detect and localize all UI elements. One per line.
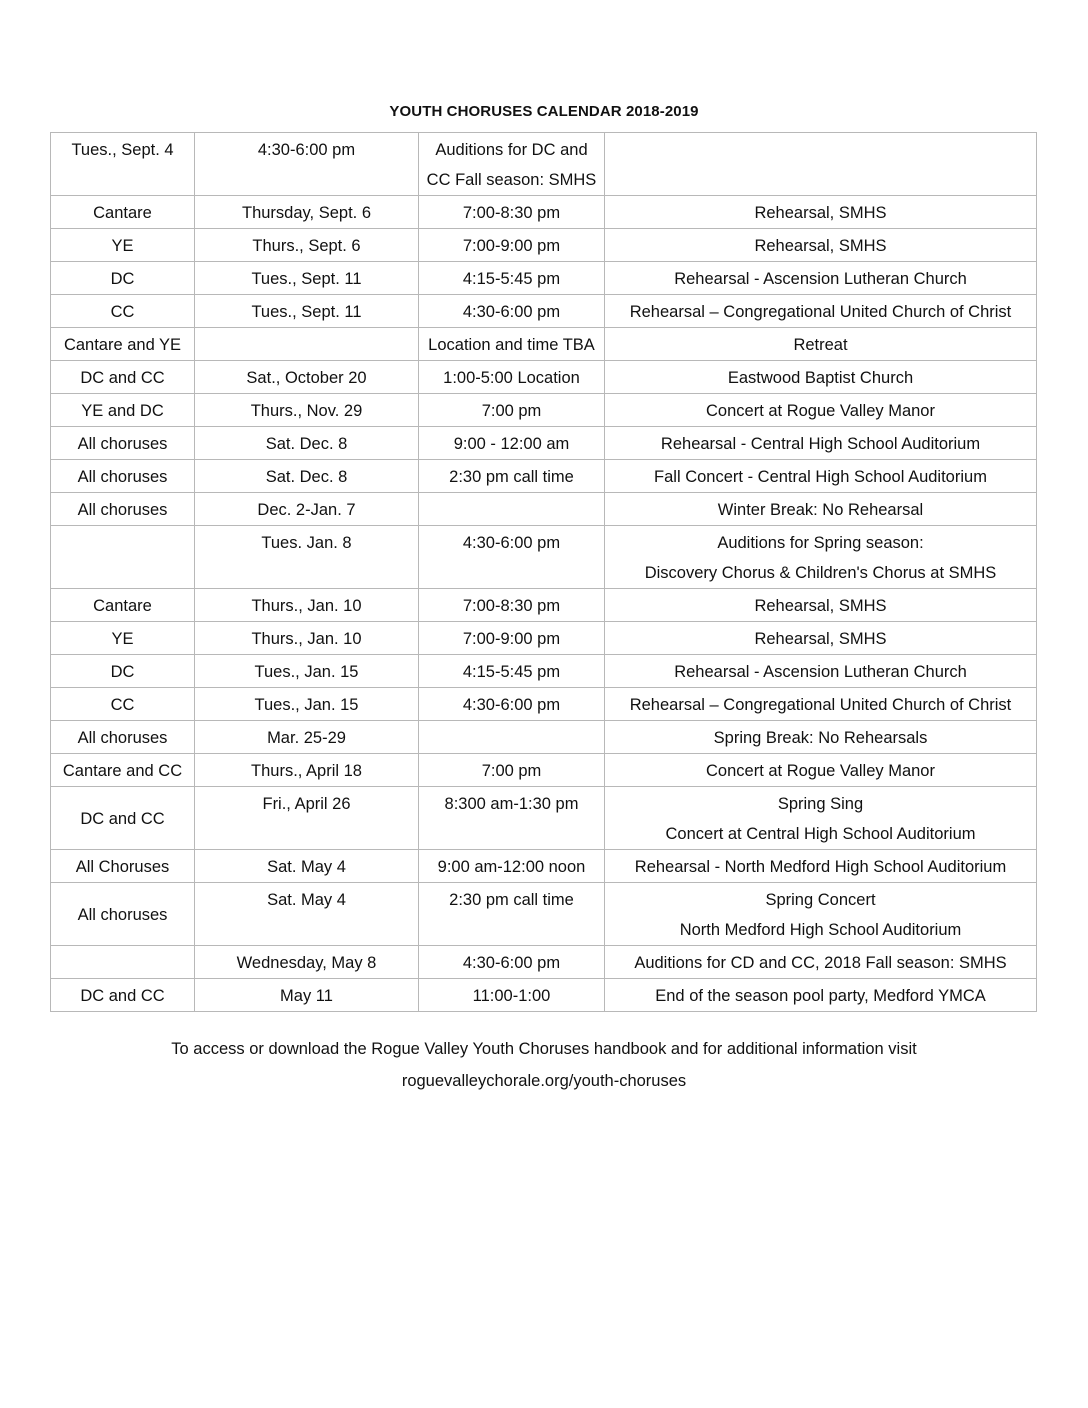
event-cell	[605, 787, 1037, 850]
calendar-row	[51, 133, 1037, 196]
calendar-row	[51, 229, 1037, 262]
chorus-cell: Cantare and YE	[51, 328, 195, 361]
time-cell-line: 7:00-8:30 pm	[462, 204, 561, 222]
date-cell: Dec. 2-Jan. 7	[195, 493, 419, 526]
event-cell-line: Rehearsal, SMHS	[754, 237, 887, 255]
calendar-row	[51, 721, 1037, 754]
time-cell	[419, 196, 605, 229]
time-cell	[419, 721, 605, 754]
date-cell: May 11	[195, 979, 419, 1012]
event-cell	[605, 262, 1037, 295]
time-cell	[419, 229, 605, 262]
chorus-cell: All choruses	[51, 721, 195, 754]
event-cell	[605, 394, 1037, 427]
time-cell	[419, 460, 605, 493]
calendar-table	[50, 132, 1037, 1012]
event-cell	[605, 721, 1037, 754]
calendar-row	[51, 883, 1037, 946]
chorus-cell	[51, 526, 195, 589]
time-cell	[419, 394, 605, 427]
time-cell	[419, 850, 605, 883]
date-cell: Thurs., Nov. 29	[195, 394, 419, 427]
time-cell-line: 9:00 - 12:00 am	[453, 435, 570, 453]
chorus-cell: DC and CC	[51, 361, 195, 394]
time-cell	[419, 328, 605, 361]
event-cell-line: Rehearsal – Congregational United Church of Christ	[629, 696, 1012, 714]
date-cell: 4:30-6:00 pm	[195, 133, 419, 196]
chorus-cell: YE	[51, 622, 195, 655]
event-cell-line: Rehearsal - Central High School Auditorium	[660, 435, 981, 453]
date-cell: Sat. Dec. 8	[195, 427, 419, 460]
time-cell	[419, 787, 605, 850]
calendar-row	[51, 196, 1037, 229]
time-cell	[419, 979, 605, 1012]
event-cell	[605, 133, 1037, 196]
event-cell-line: Rehearsal, SMHS	[754, 204, 887, 222]
time-cell-line: 4:15-5:45 pm	[462, 270, 561, 288]
event-cell	[605, 460, 1037, 493]
calendar-row	[51, 589, 1037, 622]
date-cell: Thursday, Sept. 6	[195, 196, 419, 229]
time-cell-line: 11:00-1:00	[472, 987, 551, 1005]
time-cell-line: 4:30-6:00 pm	[462, 534, 561, 552]
footer-link[interactable]: roguevalleychorale.org/youth-choruses	[401, 1072, 687, 1090]
date-cell: Thurs., Sept. 6	[195, 229, 419, 262]
chorus-cell	[51, 946, 195, 979]
date-cell: Thurs., Jan. 10	[195, 622, 419, 655]
date-cell: Thurs., April 18	[195, 754, 419, 787]
event-cell-line: Discovery Chorus & Children's Chorus at SMHS	[644, 564, 997, 582]
calendar-row	[51, 526, 1037, 589]
time-cell-line: 7:00 pm	[481, 402, 542, 420]
time-cell	[419, 754, 605, 787]
date-cell: Mar. 25-29	[195, 721, 419, 754]
calendar-row	[51, 688, 1037, 721]
chorus-cell: All choruses	[51, 883, 195, 946]
chorus-cell: DC and CC	[51, 979, 195, 1012]
date-cell: Tues. Jan. 8	[195, 526, 419, 589]
event-cell	[605, 979, 1037, 1012]
calendar-row	[51, 493, 1037, 526]
event-cell	[605, 526, 1037, 589]
event-cell	[605, 946, 1037, 979]
event-cell	[605, 493, 1037, 526]
calendar-row	[51, 655, 1037, 688]
event-cell	[605, 295, 1037, 328]
chorus-cell: YE and DC	[51, 394, 195, 427]
calendar-row	[51, 394, 1037, 427]
date-cell: Sat. Dec. 8	[195, 460, 419, 493]
time-cell	[419, 883, 605, 946]
chorus-cell: YE	[51, 229, 195, 262]
event-cell	[605, 655, 1037, 688]
time-cell	[419, 133, 605, 196]
time-cell-line: 4:15-5:45 pm	[462, 663, 561, 681]
time-cell-line: 8:300 am-1:30 pm	[444, 795, 579, 813]
date-cell: Tues., Sept. 11	[195, 262, 419, 295]
date-cell: Sat. May 4	[195, 883, 419, 946]
event-cell	[605, 850, 1037, 883]
date-cell: Thurs., Jan. 10	[195, 589, 419, 622]
calendar-row	[51, 850, 1037, 883]
time-cell-line: 4:30-6:00 pm	[462, 954, 561, 972]
time-cell-line: 1:00-5:00 Location	[443, 369, 580, 387]
time-cell	[419, 526, 605, 589]
chorus-cell: DC	[51, 262, 195, 295]
date-cell: Fri., April 26	[195, 787, 419, 850]
date-cell: Tues., Jan. 15	[195, 688, 419, 721]
event-cell	[605, 589, 1037, 622]
time-cell-line: Auditions for DC and	[435, 141, 588, 159]
time-cell	[419, 655, 605, 688]
calendar-row	[51, 460, 1037, 493]
chorus-cell: All Choruses	[51, 850, 195, 883]
calendar-row	[51, 979, 1037, 1012]
event-cell-line: Winter Break: No Rehearsal	[717, 501, 924, 519]
chorus-cell: Cantare and CC	[51, 754, 195, 787]
event-cell-line: Spring Break: No Rehearsals	[713, 729, 928, 747]
chorus-cell: Tues., Sept. 4	[51, 133, 195, 196]
time-cell-line: 9:00 am-12:00 noon	[437, 858, 586, 876]
calendar-row	[51, 262, 1037, 295]
event-cell-line: Fall Concert - Central High School Auditorium	[654, 468, 987, 486]
date-cell: Sat. May 4	[195, 850, 419, 883]
chorus-cell: Cantare	[51, 196, 195, 229]
chorus-cell: All choruses	[51, 427, 195, 460]
calendar-row	[51, 427, 1037, 460]
event-cell-line: End of the season pool party, Medford YMCA	[655, 987, 986, 1005]
page-title: YOUTH CHORUSES CALENDAR 2018-2019	[389, 103, 699, 120]
event-cell	[605, 328, 1037, 361]
event-cell	[605, 622, 1037, 655]
event-cell-line: North Medford High School Auditorium	[679, 921, 962, 939]
time-cell-line: 2:30 pm call time	[449, 891, 574, 909]
calendar-body	[51, 133, 1037, 1012]
time-cell-line: 4:30-6:00 pm	[462, 696, 561, 714]
time-cell-line: Location and time TBA	[428, 336, 595, 354]
chorus-cell: CC	[51, 688, 195, 721]
time-cell	[419, 946, 605, 979]
calendar-row	[51, 361, 1037, 394]
event-cell-line: Spring Concert	[765, 891, 876, 909]
time-cell	[419, 688, 605, 721]
event-cell-line: Auditions for CD and CC, 2018 Fall season: SMHS	[634, 954, 1007, 972]
chorus-cell: DC and CC	[51, 787, 195, 850]
date-cell	[195, 328, 419, 361]
time-cell	[419, 589, 605, 622]
time-cell	[419, 622, 605, 655]
calendar-row	[51, 622, 1037, 655]
event-cell-line: Rehearsal, SMHS	[754, 597, 887, 615]
event-cell-line: Rehearsal - Ascension Lutheran Church	[674, 663, 967, 681]
event-cell-line: Concert at Central High School Auditorium	[665, 825, 976, 843]
event-cell	[605, 361, 1037, 394]
event-cell-line: Rehearsal - North Medford High School Auditorium	[634, 858, 1007, 876]
chorus-cell: All choruses	[51, 460, 195, 493]
time-cell-line: 7:00 pm	[481, 762, 542, 780]
chorus-cell: Cantare	[51, 589, 195, 622]
time-cell-line: 4:30-6:00 pm	[462, 303, 561, 321]
time-cell-line: 2:30 pm call time	[449, 468, 574, 486]
footer-note	[0, 1033, 1088, 1097]
date-cell: Tues., Jan. 15	[195, 655, 419, 688]
event-cell-line: Concert at Rogue Valley Manor	[706, 402, 935, 420]
event-cell	[605, 754, 1037, 787]
event-cell	[605, 688, 1037, 721]
calendar-row	[51, 754, 1037, 787]
time-cell	[419, 262, 605, 295]
chorus-cell: All choruses	[51, 493, 195, 526]
event-cell	[605, 229, 1037, 262]
event-cell-line: Eastwood Baptist Church	[727, 369, 914, 387]
calendar-row	[51, 328, 1037, 361]
event-cell-line: Concert at Rogue Valley Manor	[706, 762, 935, 780]
date-cell: Sat., October 20	[195, 361, 419, 394]
time-cell	[419, 493, 605, 526]
calendar-row	[51, 787, 1037, 850]
time-cell-line: 7:00-8:30 pm	[462, 597, 561, 615]
event-cell	[605, 196, 1037, 229]
chorus-cell: DC	[51, 655, 195, 688]
time-cell	[419, 295, 605, 328]
time-cell-line: 7:00-9:00 pm	[462, 237, 561, 255]
event-cell-line: Rehearsal - Ascension Lutheran Church	[674, 270, 967, 288]
calendar-row	[51, 295, 1037, 328]
time-cell-line: CC Fall season: SMHS	[426, 171, 597, 189]
date-cell: Tues., Sept. 11	[195, 295, 419, 328]
time-cell-line: 7:00-9:00 pm	[462, 630, 561, 648]
event-cell-line: Auditions for Spring season:	[717, 534, 924, 552]
event-cell-line: Rehearsal, SMHS	[754, 630, 887, 648]
event-cell	[605, 427, 1037, 460]
time-cell	[419, 361, 605, 394]
event-cell-line: Rehearsal – Congregational United Church of Christ	[629, 303, 1012, 321]
time-cell	[419, 427, 605, 460]
calendar-row	[51, 946, 1037, 979]
event-cell-line: Spring Sing	[777, 795, 864, 813]
date-cell: Wednesday, May 8	[195, 946, 419, 979]
footer-line-1: To access or download the Rogue Valley Youth Choruses handbook and for additional information visit	[171, 1040, 917, 1058]
event-cell-line: Retreat	[793, 336, 848, 354]
event-cell	[605, 883, 1037, 946]
chorus-cell: CC	[51, 295, 195, 328]
